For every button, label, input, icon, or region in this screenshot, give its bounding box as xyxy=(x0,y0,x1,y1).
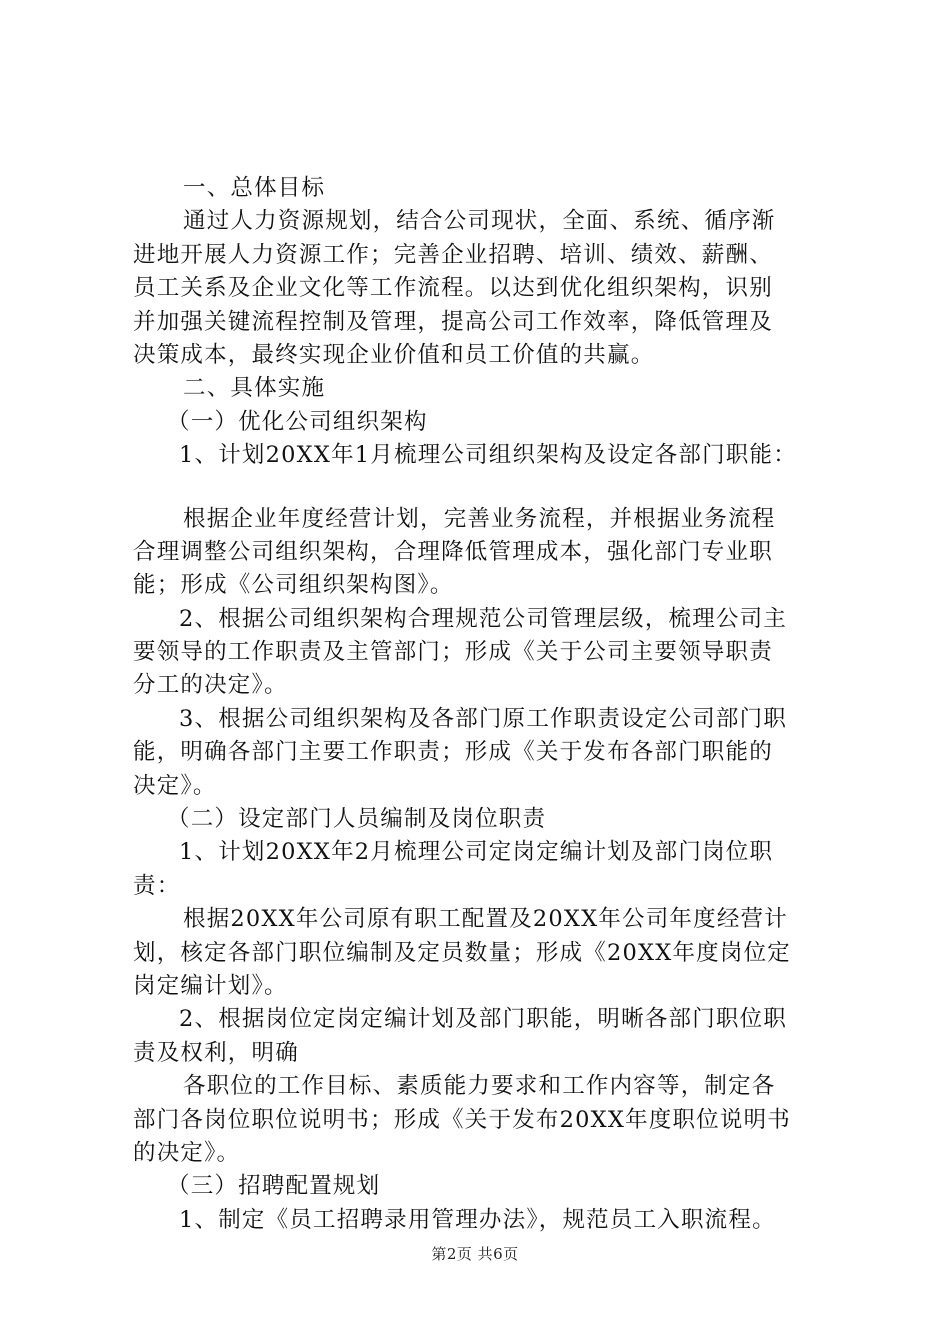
text-line: 划，核定各部门职位编制及定员数量；形成《20XX年度岗位定 xyxy=(133,939,791,966)
text-line: （三）招聘配置规划 xyxy=(167,1173,381,1200)
text-line: 责及权利，明确 xyxy=(133,1039,299,1066)
text-line: 决策成本，最终实现企业价值和员工价值的共赢。 xyxy=(133,341,655,368)
text-line: 通过人力资源规划，结合公司现状，全面、系统、循序渐 xyxy=(183,208,776,235)
text-line: 二、具体实施 xyxy=(183,375,326,402)
text-line: 2、根据岗位定岗定编计划及部门职能，明晰各部门职位职 xyxy=(179,1006,788,1033)
page-number-footer: 第2页 共6页 xyxy=(431,1245,519,1263)
paragraph-gap xyxy=(133,473,843,503)
text-line: 1、制定《员工招聘录用管理办法》，规范员工入职流程。 xyxy=(179,1206,776,1233)
text-line: 根据20XX年公司原有职工配置及20XX年公司年度经营计 xyxy=(183,906,788,933)
text-line: （二）设定部门人员编制及岗位职责 xyxy=(167,806,547,833)
text-line: 岗定编计划》。 xyxy=(133,972,288,999)
text-line: 1、计划20XX年2月梳理公司定岗定编计划及部门岗位职 xyxy=(179,839,774,866)
text-line: 分工的决定》。 xyxy=(133,672,288,699)
text-line: 责： xyxy=(133,872,181,899)
text-line: 要领导的工作职责及主管部门；形成《关于公司主要领导职责 xyxy=(133,639,773,666)
text-line: 各职位的工作目标、素质能力要求和工作内容等，制定各 xyxy=(183,1073,776,1100)
text-line: 的决定》。 xyxy=(133,1139,241,1166)
text-line: 一、总体目标 xyxy=(183,175,326,201)
text-line: 并加强关键流程控制及管理，提高公司工作效率，降低管理及 xyxy=(133,308,773,335)
text-line: 根据企业年度经营计划，完善业务流程，并根据业务流程 xyxy=(183,505,776,532)
text-line: 能，明确各部门主要工作职责；形成《关于发布各部门职能的 xyxy=(133,739,773,766)
text-line: 部门各岗位职位说明书；形成《关于发布20XX年度职位说明书 xyxy=(133,1106,791,1133)
document-body xyxy=(133,172,843,1237)
text-line: 3、根据公司组织架构及各部门原工作职责设定公司部门职 xyxy=(179,705,788,732)
text-line: 员工关系及企业文化等工作流程。以达到优化组织架构，识别 xyxy=(133,275,773,302)
text-line: 进地开展人力资源工作；完善企业招聘、培训、绩效、薪酬、 xyxy=(133,241,773,268)
text-line: 能；形成《公司组织架构图》。 xyxy=(133,572,454,599)
text-line: 2、根据公司组织架构合理规范公司管理层级，梳理公司主 xyxy=(179,605,788,632)
text-line: 决定》。 xyxy=(133,772,217,799)
text-line: 合理调整公司组织架构，合理降低管理成本，强化部门专业职 xyxy=(133,538,773,565)
text-line: 1、计划20XX年1月梳理公司组织架构及设定各部门职能： xyxy=(179,442,797,469)
text-line: （一）优化公司组织架构 xyxy=(167,408,428,435)
